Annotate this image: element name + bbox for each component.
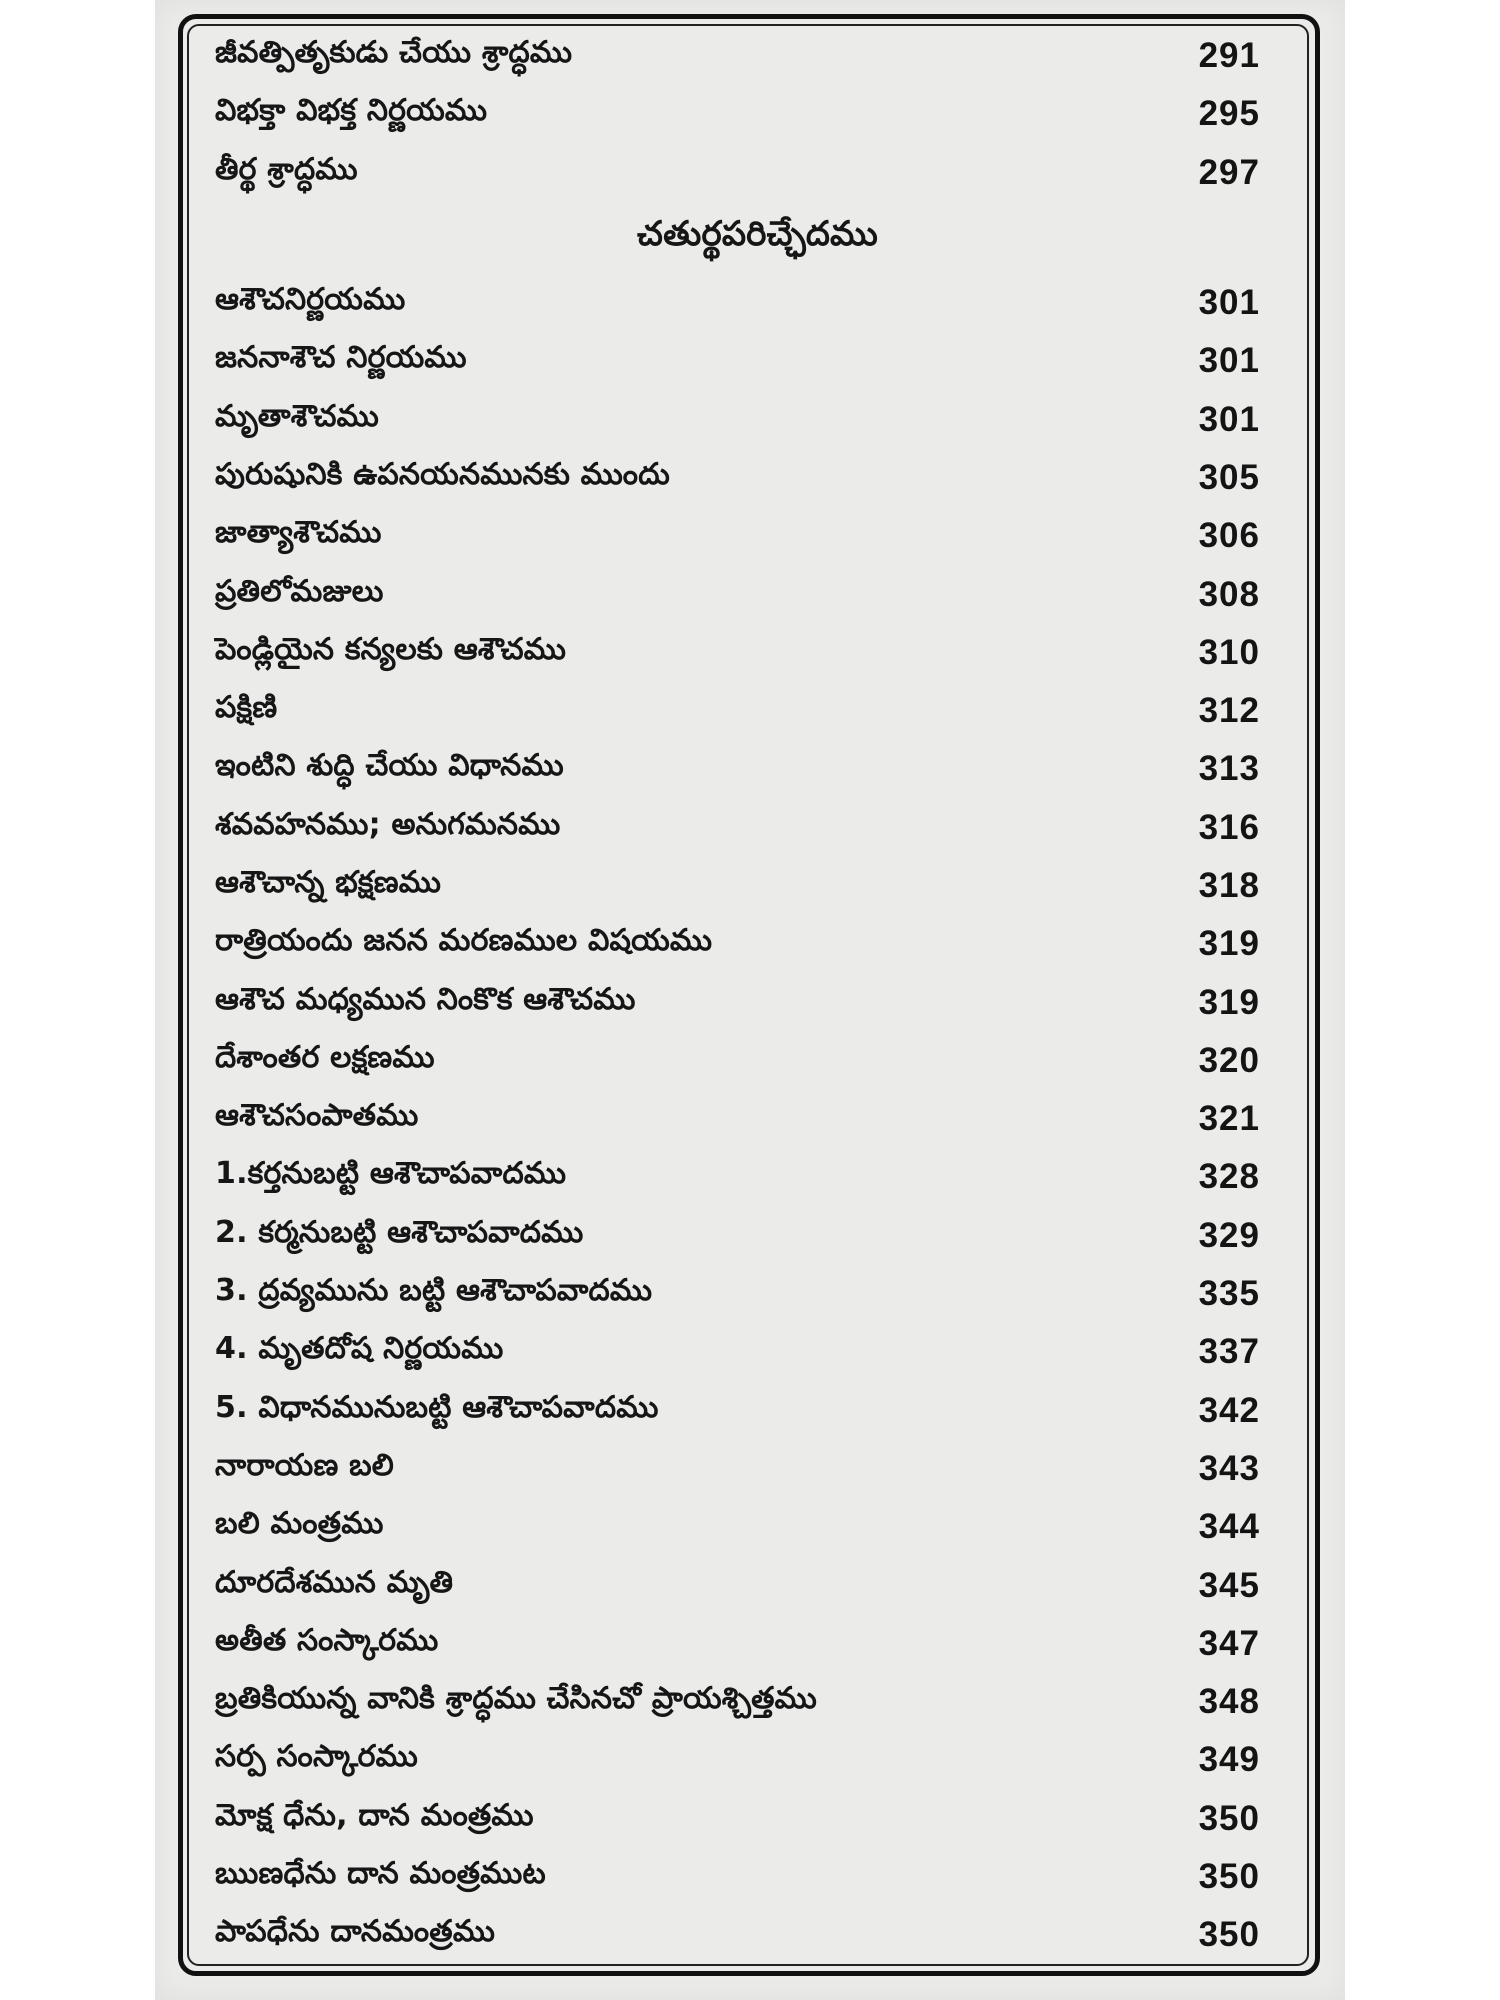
toc-entry [215,1382,1260,1440]
toc-entry [215,1498,1260,1556]
toc-entry [215,85,1260,143]
toc-entry-title: విభక్తా విభక్త నిర్ణయము [215,93,488,129]
toc-entry-page: 320 [1198,1040,1260,1080]
toc-entry-page: 342 [1198,1390,1260,1430]
toc-entry [215,915,1260,973]
toc-entry-title: బ్రతికియున్న వానికి శ్రాద్ధము చేసినచో ప్రాయశ్చిత్తము [215,1681,817,1717]
toc-entry-page: 350 [1198,1915,1260,1955]
toc-entry-title: సర్ప సంస్కారము [215,1739,418,1775]
toc-entry-title: దేశాంతర లక్షణము [215,1039,435,1075]
chapter-heading [215,202,1260,274]
toc-entry-page: 329 [1198,1215,1260,1255]
toc-entry-page: 350 [1198,1798,1260,1838]
toc-entry-title: పక్షిణి [215,690,278,726]
toc-entry [215,507,1260,565]
toc-entry [215,1032,1260,1090]
toc-entry [215,1673,1260,1731]
toc-entry-title: దూరదేశమున మృతి [215,1564,454,1600]
toc-entry-title: జాత్యాశౌచము [215,515,382,551]
toc-entry-page: 313 [1198,749,1260,789]
toc-entry [215,799,1260,857]
toc-entry-page: 319 [1198,982,1260,1022]
toc-entry-page: 291 [1198,36,1260,76]
toc-entry-page: 347 [1198,1623,1260,1663]
toc-entry-page: 301 [1198,283,1260,323]
toc-entry-page: 321 [1198,1099,1260,1139]
toc-entry-title: పెండ్లియైన కన్యలకు ఆశౌచము [215,631,567,667]
toc-entry-title: 5. విధానమునుబట్టి ఆశౌచాపవాదము [215,1389,659,1425]
toc-entry [215,1556,1260,1614]
toc-entry-title: శవవహనము; అనుగమనము [215,806,561,842]
toc-entry-page: 312 [1198,691,1260,731]
toc-entry-title: 2. కర్మనుబట్టి ఆశౌచాపవాదము [215,1214,584,1250]
toc-entry-title: మృతాశౌచము [215,398,379,434]
toc-entry-title: జననాశౌచ నిర్ణయము [215,340,467,376]
toc-entry [215,144,1260,202]
toc-entry-page: 344 [1198,1507,1260,1547]
toc-entry-page: 350 [1198,1857,1260,1897]
toc-entry-title: ఆశౌచనిర్ణయము [215,282,406,318]
toc-entry-page: 319 [1198,924,1260,964]
toc-entry-page: 306 [1198,516,1260,556]
toc-entry [215,682,1260,740]
toc-entry [215,857,1260,915]
toc-entry-page: 343 [1198,1448,1260,1488]
toc-entry [215,1848,1260,1906]
toc-entry [215,274,1260,332]
toc-entry-page: 295 [1198,94,1260,134]
toc-entry [215,390,1260,448]
toc-entry-title: మోక్ష ధేను, దాన మంత్రము [215,1797,534,1833]
toc-entry-title: పురుషునికి ఉపనయనమునకు ముందు [215,456,670,492]
toc-entry-title: ఆశౌచ మధ్యమున నింకొక ఆశౌచము [215,981,636,1017]
toc-entry [215,973,1260,1031]
toc-entry [215,1148,1260,1206]
toc-entry [215,740,1260,798]
toc-entry-page: 348 [1198,1682,1260,1722]
toc-entry-page: 301 [1198,341,1260,381]
toc-entry-title: 3. ద్రవ్యమును బట్టి ఆశౌచాపవాదము [215,1273,653,1309]
toc-entry [215,332,1260,390]
toc-entry [215,1265,1260,1323]
toc-entry-title: 1.కర్తనుబట్టి ఆశౌచాపవాదము [215,1156,567,1192]
toc-entry-title: ఋణధేను దాన మంత్రముట [215,1856,546,1892]
toc-entry-page: 305 [1198,457,1260,497]
toc-entry-page: 310 [1198,632,1260,672]
toc-entry [215,565,1260,623]
toc-entry [215,1615,1260,1673]
toc-entry-title: పాపధేను దానమంత్రము [215,1914,496,1950]
toc-entry-page: 345 [1198,1565,1260,1605]
chapter-heading-text: చతుర్థపరిచ్ఛేదము [637,213,878,254]
toc-entry-page: 318 [1198,866,1260,905]
toc-entry-page: 337 [1198,1332,1260,1372]
toc-entry-title: 4. మృతదోష నిర్ణయము [215,1331,504,1367]
toc-entry-title: అతీత సంస్కారము [215,1622,439,1658]
toc-entry-page: 335 [1198,1274,1260,1314]
toc-entry-page: 301 [1198,399,1260,439]
toc-entry-page: 316 [1198,807,1260,847]
table-of-contents [215,27,1260,1965]
toc-entry [215,1440,1260,1498]
toc-entry [215,449,1260,507]
toc-entry-title: బలి మంత్రము [215,1506,384,1542]
toc-entry-page: 308 [1198,574,1260,614]
toc-entry-title: రాత్రియందు జనన మరణముల విషయము [215,923,713,959]
toc-entry [215,624,1260,682]
toc-entry [215,1906,1260,1964]
toc-entry-title: ప్రతిలోమజులు [215,573,384,609]
toc-entry [215,27,1260,85]
toc-entry [215,1731,1260,1789]
toc-entry-title: ఆశౌచాన్న భక్షణము [215,865,442,900]
toc-entry-title: జీవత్పితృకుడు చేయు శ్రాద్ధము [215,35,573,71]
toc-entry-page: 328 [1198,1157,1260,1197]
toc-entry-title: నారాయణ బలి [215,1447,394,1483]
toc-entry-title: ఆశౌచసంపాతము [215,1098,419,1134]
toc-entry-page: 297 [1198,152,1260,192]
toc-entry [215,1323,1260,1381]
toc-entry [215,1790,1260,1848]
toc-entry-page: 349 [1198,1740,1260,1780]
toc-entry [215,1207,1260,1265]
toc-entry-title: ఇంటిని శుద్ధి చేయు విధానము [215,748,564,784]
toc-entry [215,1090,1260,1148]
toc-entry-title: తీర్థ శ్రాద్ధము [215,151,358,187]
